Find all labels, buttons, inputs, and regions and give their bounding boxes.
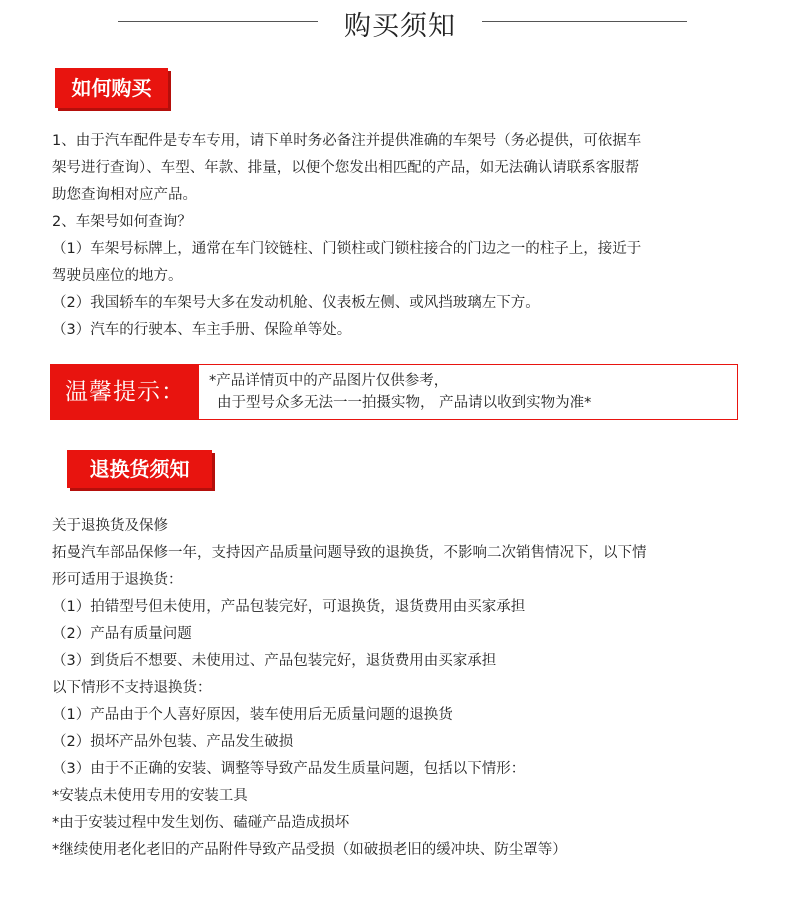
text-line: 形可适用于退换货： xyxy=(52,572,183,588)
text-line: （1）拍错型号但未使用，产品包装完好，可退换货，退货费用由买家承担 xyxy=(52,599,526,615)
text-line: 驾驶员座位的地方。 xyxy=(52,268,183,284)
tip-label: 温馨提示： xyxy=(51,365,199,419)
text-line: （2）我国轿车的车架号大多在发动机舱、仪表板左侧、或风挡玻璃左下方。 xyxy=(52,295,540,311)
how-to-buy-badge: 如何购买 xyxy=(55,68,168,108)
text-line: *继续使用老化老旧的产品附件导致产品受损（如破损老旧的缓冲块、防尘罩等） xyxy=(52,842,567,858)
returns-text xyxy=(52,513,752,864)
text-line: （1）车架号标牌上，通常在车门铰链柱、门锁柱或门锁柱接合的门边之一的柱子上，接近于 xyxy=(52,241,642,257)
text-line: *由于安装过程中发生划伤、磕碰产品造成损坏 xyxy=(52,815,350,831)
text-line: 1、由于汽车配件是专车专用，请下单时务必备注并提供准确的车架号（务必提供，可依据车 xyxy=(52,133,642,149)
text-line: 关于退换货及保修 xyxy=(52,518,168,534)
text-line: 助您查询相对应产品。 xyxy=(52,187,197,203)
text-line: （3）到货后不想要、未使用过、产品包装完好，退货费用由买家承担 xyxy=(52,653,497,669)
text-line: *安装点未使用专用的安装工具 xyxy=(52,788,248,804)
returns-badge: 退换货须知 xyxy=(67,450,212,488)
text-line: 以下情形不支持退换货： xyxy=(52,680,212,696)
header-divider-right xyxy=(482,21,687,22)
how-to-buy-text xyxy=(52,128,752,344)
text-line: （3）由于不正确的安装、调整等导致产品发生质量问题，包括以下情形： xyxy=(52,761,526,777)
header-divider-left xyxy=(118,21,318,22)
text-line: 架号进行查询）、车型、年款、排量，以便个您发出相匹配的产品，如无法确认请联系客服帮 xyxy=(52,160,640,176)
tip-text xyxy=(209,370,591,414)
text-line: 拓曼汽车部品保修一年，支持因产品质量问题导致的退换货，不影响二次销售情况下，以下情 xyxy=(52,545,647,561)
text-line: （3）汽车的行驶本、车主手册、保险单等处。 xyxy=(52,322,352,338)
tip-line-2: 由于型号众多无法一一拍摄实物， 产品请以收到实物为准* xyxy=(217,395,592,411)
text-line: （1）产品由于个人喜好原因，装车使用后无质量问题的退换货 xyxy=(52,707,453,723)
tip-box xyxy=(50,364,738,420)
tip-line-1: *产品详情页中的产品图片仅供参考， xyxy=(209,373,449,389)
text-line: （2）损坏产品外包装、产品发生破损 xyxy=(52,734,294,750)
text-line: （2）产品有质量问题 xyxy=(52,626,192,642)
text-line: 2、车架号如何查询？ xyxy=(52,214,192,230)
page-header xyxy=(0,0,790,46)
page-title: 购买须知 xyxy=(344,11,456,42)
